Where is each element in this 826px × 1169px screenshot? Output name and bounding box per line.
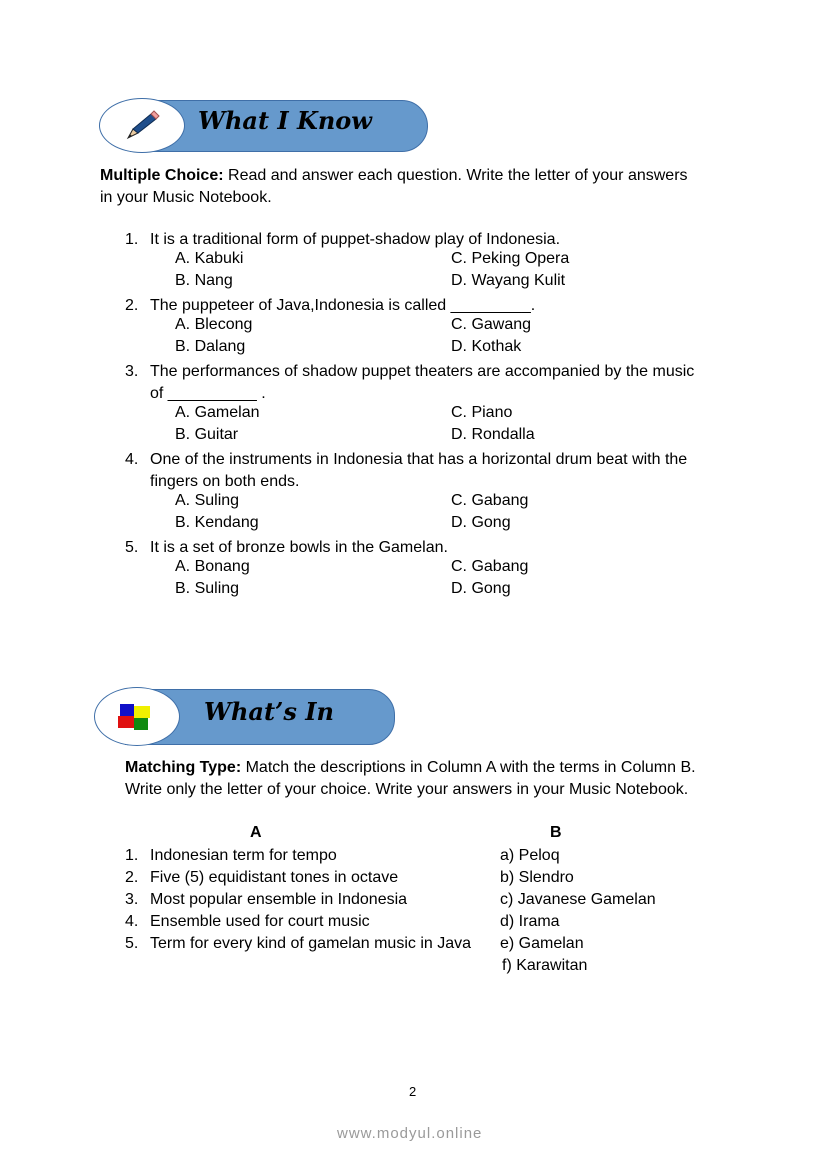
- question-text: fingers on both ends.: [150, 473, 300, 490]
- column-b-header: B: [550, 824, 562, 841]
- option-b: B. Guitar: [175, 426, 239, 443]
- instruction-line-1: [100, 165, 688, 187]
- option-a: A. Bonang: [175, 558, 250, 575]
- column-b-item: c) Javanese Gamelan: [500, 891, 656, 908]
- question-text: of __________ .: [150, 385, 266, 402]
- option-d: D. Kothak: [451, 338, 522, 355]
- section-title: What’s In: [204, 697, 334, 726]
- page-number: 2: [409, 1084, 417, 1099]
- column-a-item: Ensemble used for court music: [150, 913, 370, 930]
- question-number: 1.: [125, 231, 139, 248]
- column-a-item: Five (5) equidistant tones in octave: [150, 869, 399, 886]
- option-d: D. Gong: [451, 514, 511, 531]
- option-a: A. Kabuki: [175, 250, 244, 267]
- question-number: 5.: [125, 539, 139, 556]
- instruction-label: Matching Type:: [125, 759, 242, 776]
- column-b-item: f) Karawitan: [502, 957, 588, 974]
- column-a-header: A: [250, 824, 262, 841]
- option-a: A. Suling: [175, 492, 240, 509]
- option-c: C. Gabang: [451, 492, 529, 509]
- option-a: A. Gamelan: [175, 404, 260, 421]
- question-text: The performances of shadow puppet theaters are accompanied by the music: [150, 363, 695, 380]
- column-a-number: 5.: [125, 935, 139, 952]
- instruction-line-1: [125, 757, 696, 779]
- option-b: B. Suling: [175, 580, 240, 597]
- puzzle-icon: [116, 702, 156, 732]
- column-a-number: 4.: [125, 913, 139, 930]
- option-b: B. Kendang: [175, 514, 259, 531]
- column-a-number: 1.: [125, 847, 139, 864]
- instruction-line-2: Write only the letter of your choice. Write your answers in your Music Notebook.: [125, 781, 689, 798]
- option-c: C. Gawang: [451, 316, 532, 333]
- question-text: The puppeteer of Java,Indonesia is called _________.: [150, 297, 536, 314]
- section-title: What I Know: [198, 106, 372, 135]
- option-c: C. Gabang: [451, 558, 529, 575]
- option-a: A. Blecong: [175, 316, 253, 333]
- question-number: 4.: [125, 451, 139, 468]
- question-text: One of the instruments in Indonesia that has a horizontal drum beat with the: [150, 451, 688, 468]
- option-d: D. Wayang Kulit: [451, 272, 566, 289]
- question-number: 3.: [125, 363, 139, 380]
- option-c: C. Piano: [451, 404, 513, 421]
- option-d: D. Rondalla: [451, 426, 535, 443]
- instruction-text: Read and answer each question. Write the letter of your answers: [223, 167, 688, 184]
- option-d: D. Gong: [451, 580, 511, 597]
- column-b-item: b) Slendro: [500, 869, 574, 886]
- column-a-number: 2.: [125, 869, 139, 886]
- question-number: 2.: [125, 297, 139, 314]
- instruction-line-2: in your Music Notebook.: [100, 189, 272, 206]
- column-b-item: d) Irama: [500, 913, 560, 930]
- column-b-item: a) Peloq: [500, 847, 560, 864]
- column-a-item: Term for every kind of gamelan music in Java: [150, 935, 472, 952]
- option-c: C. Peking Opera: [451, 250, 570, 267]
- column-b-item: e) Gamelan: [500, 935, 584, 952]
- question-text: It is a traditional form of puppet-shadow play of Indonesia.: [150, 231, 561, 248]
- option-b: B. Dalang: [175, 338, 246, 355]
- column-a-number: 3.: [125, 891, 139, 908]
- watermark: www.modyul.online: [337, 1125, 483, 1142]
- instruction-label: Multiple Choice:: [100, 167, 224, 184]
- pencil-icon: [124, 110, 160, 140]
- option-b: B. Nang: [175, 272, 233, 289]
- column-a-item: Most popular ensemble in Indonesia: [150, 891, 408, 908]
- question-text: It is a set of bronze bowls in the Gamelan.: [150, 539, 448, 556]
- column-a-item: Indonesian term for tempo: [150, 847, 337, 864]
- instruction-text: Match the descriptions in Column A with the terms in Column B.: [241, 759, 696, 776]
